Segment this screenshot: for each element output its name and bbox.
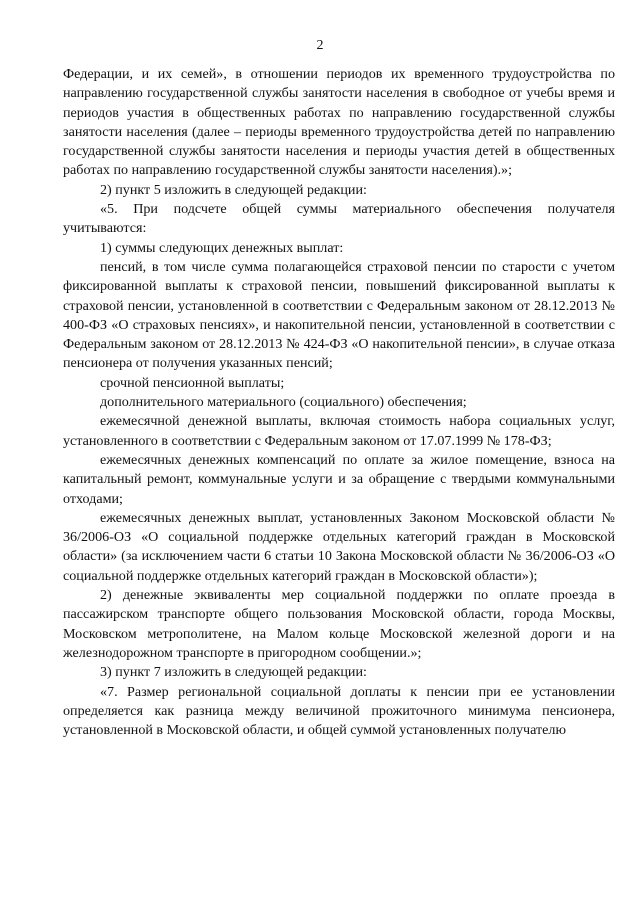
paragraph-additional-support: дополнительного материального (социального) обеспечения; — [100, 394, 467, 411]
paragraph-regional-payments: ежемесячных денежных выплат, установленных Законом Московской области № 36/2006-ОЗ «О социальной поддержке отдельных категорий граждан в Московской области» (за исключением части 6 статьи 10 Закона Московской области № 36/2006-ОЗ «О социальной поддержке отдельных категорий граждан в Московской области»); — [63, 509, 615, 584]
paragraph-pensions: пенсий, в том числе сумма полагающейся страховой пенсии по старости с учетом фиксированной выплаты к страховой пенсии, повышений фиксированной выплаты к страховой пенсии, установленной в соответствии с Федеральным законом от 28.12.2013 № 400-ФЗ «О страховых пенсиях», и накопительной пенсии, установленной в соответствии с Федеральным законом от 28.12.2013 № 424-ФЗ «О накопительной пенсии», в случае отказа пенсионера от получения указанных пенсий; — [63, 258, 615, 372]
paragraph-subitem-2: 2) денежные эквиваленты мер социальной поддержки по оплате проезда в пассажирском транспорте общего пользования Московской области, города Москвы, Московском метрополитене, на Малом кольце Московской железной дороги и на железнодорожном транспорте в пригородном сообщении.»; — [63, 587, 615, 661]
paragraph-clause-7: «7. Размер региональной социальной доплаты к пенсии при ее установлении определяется как разница между величиной прожиточного минимума пенсионера, установленной в Московской области, и общей суммой установленных получателю — [63, 683, 615, 739]
paragraph-urgent-payment: срочной пенсионной выплаты; — [100, 374, 285, 391]
paragraph-continuation: Федерации, и их семей», в отношении периодов их временного трудоустройства по направлению государственной службы занятости населения в свободное от учебы время и периодов участия в общественных работах по направлению государственной службы занятости населения (далее – периоды временного трудоустройства детей по направлению государственной службы занятости населения и периоды участия детей в общественных работах по направлению государственной службы занятости населения).»; — [63, 66, 615, 179]
paragraph-item-2-heading: 2) пункт 5 изложить в следующей редакции: — [100, 181, 367, 198]
page-number: 2 — [316, 38, 324, 53]
paragraph-clause-5: «5. При подсчете общей суммы материального обеспечения получателя учитываются: — [63, 201, 615, 237]
paragraph-monthly-payment: ежемесячной денежной выплаты, включая стоимость набора социальных услуг, установленного в соответствии с Федеральным законом от 17.07.1999 № 178-ФЗ; — [63, 413, 615, 449]
paragraph-item-3-heading: 3) пункт 7 изложить в следующей редакции: — [100, 664, 367, 681]
paragraph-subitem-1: 1) суммы следующих денежных выплат: — [100, 239, 344, 256]
paragraph-housing-compensation: ежемесячных денежных компенсаций по оплате за жилое помещение, взноса на капитальный ремонт, коммунальные услуги и за обращение с твердыми коммунальными отходами; — [63, 451, 615, 507]
document-body — [63, 65, 615, 740]
